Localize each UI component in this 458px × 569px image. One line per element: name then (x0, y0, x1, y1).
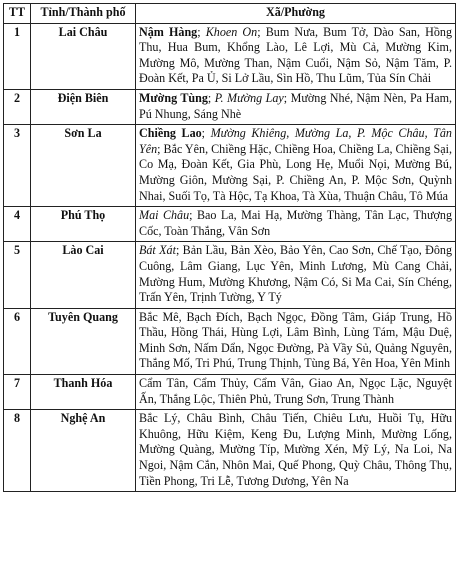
table-row (4, 23, 456, 89)
ward-list-segment: ; (197, 24, 206, 39)
ward-list (136, 207, 456, 242)
ward-list-segment: ; Bắc Yên, Chiềng Hặc, Chiềng Hoa, Chiềng La, Chiềng Sại, Co Mạ, Đoàn Kết, Gia Phù, Long Hẹ, Muổi Nọi, Mường Bú, Mường Giôn, Mường Sại, P. Chiềng An, P. Mộc Sơn, Quỳnh Nhai, Suối Tọ, Tà Hộc, Tạ Khoa, Tà Xùa, Thuận Châu, Tô Múa (139, 141, 452, 203)
row-number: 4 (4, 207, 31, 242)
ward-list-segment: Bát Xát (139, 243, 176, 258)
ward-list-segment: ; Mường Nhé, Nậm Nèn, Pa Ham, Pú Nhung, Sáng Nhè (139, 90, 453, 121)
row-number: 6 (4, 308, 31, 374)
ward-list-segment: Mai Châu (139, 208, 190, 223)
ward-list (136, 375, 456, 410)
ward-list (136, 125, 456, 207)
ward-list-segment: ; Bản Lầu, Bản Xèo, Bảo Yên, Cao Sơn, Chế Tạo, Đông Cuông, Lâm Giang, Lục Yên, Minh Lương, Mù Cang Chải, Mường Hum, Mường Khương, Nậm Có, Si Ma Cai, Sín Chéng, Trấn Yên, Trịnh Tường, Y Tý (139, 243, 452, 305)
ward-list-segment: ; (201, 126, 211, 141)
province-name: Tuyên Quang (31, 308, 136, 374)
table-row (4, 410, 456, 492)
province-name: Lai Châu (31, 23, 136, 89)
ward-list-segment: Khoen On (205, 24, 258, 39)
province-name: Sơn La (31, 125, 136, 207)
ward-list (136, 23, 456, 89)
header-tt: TT (4, 4, 31, 24)
row-number: 2 (4, 89, 31, 124)
ward-table (3, 3, 456, 492)
ward-list-segment: P. Mường Lay (214, 90, 284, 105)
row-number: 5 (4, 242, 31, 308)
table-body (4, 23, 456, 492)
province-name: Điện Biên (31, 89, 136, 124)
header-wards: Xã/Phường (136, 4, 456, 24)
ward-list-segment: ; Bao La, Mai Hạ, Mường Thàng, Tân Lạc, Thượng Cốc, Toàn Thắng, Vân Sơn (139, 208, 452, 238)
ward-list-segment: Mường Tùng (139, 90, 208, 105)
ward-list-segment: Chiềng Lao (139, 126, 202, 141)
province-name: Nghệ An (31, 410, 136, 492)
ward-list-segment: ; (207, 90, 215, 105)
ward-list-segment: ; Bum Nưa, Bum Tở, Dào San, Hồng Thu, Hua Bum, Khổng Lào, Lê Lợi, Mù Cả, Mường Kim, Mường Mô, Mường Than, Nậm Cuổi, Nậm Sỏ, Nậm Tăm, P. Đoàn Kết, Pa Ủ, Si Lở Lầu, Sìn Hồ, Thu Lũm, Tủa Sín Chải (139, 24, 452, 86)
province-name: Lào Cai (31, 242, 136, 308)
table-row (4, 375, 456, 410)
ward-list-segment: Cẩm Tân, Cẩm Thủy, Cẩm Vân, Giao An, Ngọc Lặc, Nguyệt Ấn, Thắng Lộc, Thiên Phủ, Trung Sơn, Trung Thành (139, 376, 452, 406)
ward-list-segment: Nậm Hàng (139, 24, 198, 39)
ward-list (136, 89, 456, 124)
ward-list-segment: Bắc Mê, Bạch Đích, Bạch Ngọc, Đồng Tâm, Giáp Trung, Hồ Thầu, Hồng Thái, Hùng Lợi, Lâm Bình, Lùng Tám, Mậu Duệ, Minh Sơn, Nấm Dẩn, Ngọc Đường, Pà Vầy Sủ, Quảng Nguyên, Thắng Mố, Tri Phú, Trung Thịnh, Tùng Bá, Yên Hoa, Yên Minh (139, 309, 452, 371)
row-number: 1 (4, 23, 31, 89)
ward-list (136, 308, 456, 374)
ward-list (136, 410, 456, 492)
row-number: 8 (4, 410, 31, 492)
ward-list-segment: Bắc Lý, Châu Bình, Châu Tiến, Chiêu Lưu, Huồi Tụ, Hữu Khuông, Hữu Kiệm, Keng Đu, Lượng Minh, Mường Lống, Mường Quàng, Mường Típ, Mường Xén, Mỹ Lý, Na Loi, Na Ngoi, Nậm Cắn, Nhôn Mai, Quế Phong, Quỳ Châu, Thông Thụ, Tiền Phong, Tri Lễ, Tương Dương, Yên Na (139, 411, 452, 488)
table-header (4, 4, 456, 24)
header-row (4, 4, 456, 24)
ward-list-segment: Mường Khiêng, Mường La, P. Mộc Châu, Tân Yên (139, 126, 452, 156)
table-row (4, 207, 456, 242)
table-row (4, 308, 456, 374)
header-province: Tỉnh/Thành phố (31, 4, 136, 24)
table-row (4, 89, 456, 124)
table-row (4, 125, 456, 207)
province-name: Thanh Hóa (31, 375, 136, 410)
province-name: Phú Thọ (31, 207, 136, 242)
row-number: 3 (4, 125, 31, 207)
row-number: 7 (4, 375, 31, 410)
ward-list (136, 242, 456, 308)
table-row (4, 242, 456, 308)
